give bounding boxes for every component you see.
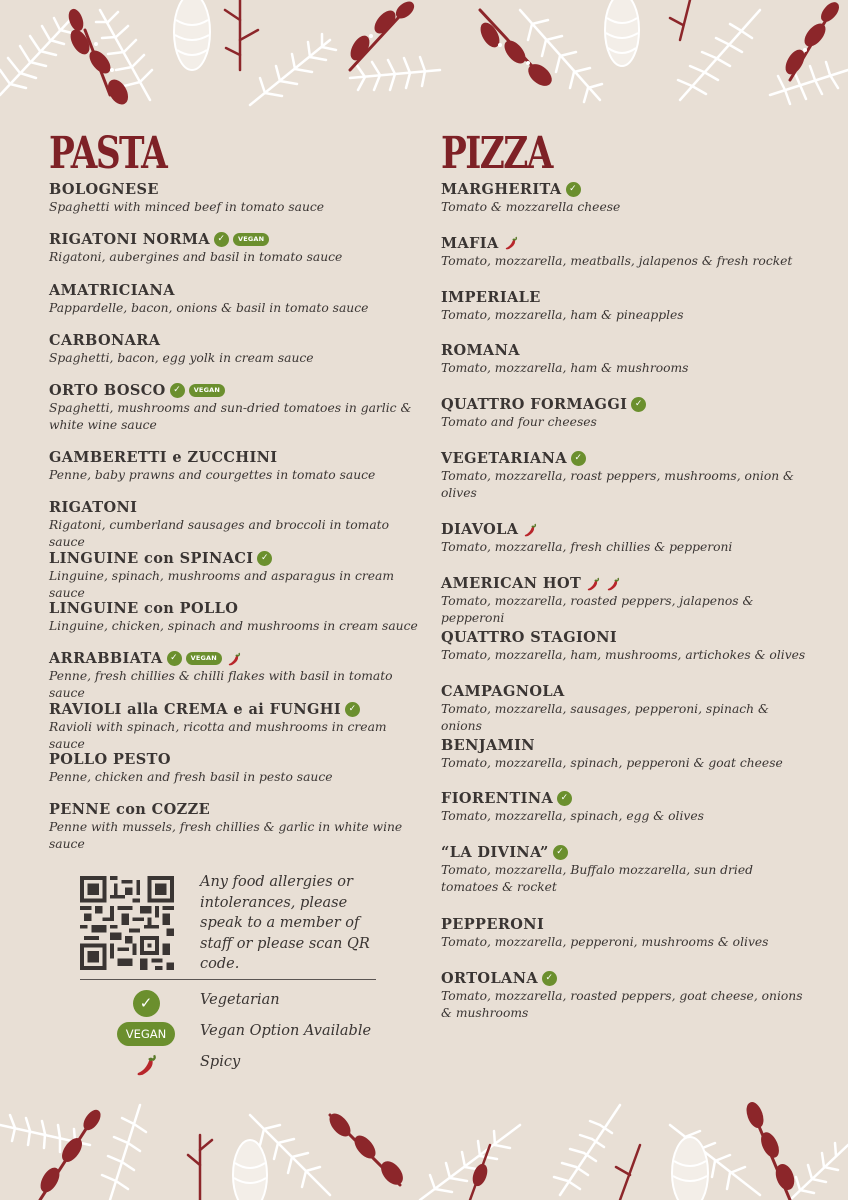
dish-name-text: RIGATONI NORMA bbox=[49, 231, 211, 249]
divider bbox=[80, 979, 376, 980]
vegan-badge: VEGAN bbox=[233, 233, 269, 246]
dish-description: Linguine, chicken, spinach and mushrooms in cream sauce bbox=[49, 619, 418, 634]
dish-name bbox=[49, 331, 419, 350]
pizza-item-diavola bbox=[441, 520, 811, 574]
dish-name bbox=[441, 234, 811, 253]
legend-vegan bbox=[80, 1020, 376, 1048]
dish-name-text: PEPPERONI bbox=[441, 915, 545, 933]
dish-description: Rigatoni, aubergines and basil in tomato sauce bbox=[49, 250, 343, 265]
dish-description: Penne, baby prawns and courgettes in tomato sauce bbox=[49, 468, 376, 483]
dish-description: Spaghetti with minced beef in tomato sauce bbox=[49, 200, 325, 214]
pizza-item-quattro-stagioni bbox=[441, 628, 811, 682]
dish-name-text: RIGATONI bbox=[49, 499, 138, 517]
vegetarian-leaf-icon: ✓ bbox=[557, 791, 572, 806]
legend-spicy-label: Spicy bbox=[200, 1054, 241, 1070]
dish-name-text: ORTO BOSCO bbox=[49, 382, 166, 400]
dish-description: Penne, chicken and fresh basil in pesto sauce bbox=[49, 769, 333, 784]
dish-name bbox=[441, 341, 811, 360]
dish-name-text: AMATRICIANA bbox=[49, 281, 175, 299]
chili-icon bbox=[522, 522, 538, 538]
dish-description: Tomato, mozzarella, spinach, egg & olives bbox=[441, 809, 704, 824]
dish-name-text: FIORENTINA bbox=[441, 790, 554, 808]
legend-vegan-label: Vegan Option Available bbox=[200, 1023, 372, 1039]
pizza-item-vegetariana bbox=[441, 449, 811, 521]
pasta-section bbox=[49, 128, 419, 851]
pizza-item-benjamin bbox=[441, 736, 811, 790]
dish-description: Tomato, mozzarella, roasted peppers, jalapenos & pepperoni bbox=[441, 594, 754, 626]
dish-description: Tomato, mozzarella, fresh chillies & pepperoni bbox=[441, 540, 733, 555]
dish-name-text: MARGHERITA bbox=[441, 181, 562, 198]
vegetarian-leaf-icon: ✓ bbox=[120, 989, 172, 1017]
vegan-badge-icon: VEGAN bbox=[120, 1020, 172, 1048]
dish-description: Penne, fresh chillies & chilli flakes with basil in tomato sauce bbox=[49, 669, 393, 701]
vegetarian-leaf-icon: ✓ bbox=[214, 232, 229, 247]
dish-name bbox=[49, 498, 419, 517]
dish-description: Pappardelle, bacon, onions & basil in tomato sauce bbox=[49, 300, 369, 315]
dish-name bbox=[49, 448, 419, 467]
dish-name bbox=[441, 682, 811, 701]
pasta-item-orto-bosco bbox=[49, 381, 419, 448]
dish-name bbox=[49, 180, 419, 199]
dish-name-text: CARBONARA bbox=[49, 331, 161, 349]
vegetarian-leaf-icon: ✓ bbox=[571, 451, 586, 466]
dish-name-text: LINGUINE con POLLO bbox=[49, 600, 239, 618]
dish-description: Tomato, mozzarella, ham & pineapples bbox=[441, 307, 684, 322]
dish-name-text: “LA DIVINA” bbox=[441, 844, 549, 862]
dish-name bbox=[49, 800, 419, 819]
dish-name bbox=[441, 789, 811, 808]
dish-name bbox=[49, 750, 419, 769]
pasta-item-amatriciana bbox=[49, 281, 419, 331]
dish-name-text: LINGUINE con SPINACI bbox=[49, 549, 254, 567]
bottom-foliage-decoration bbox=[0, 1085, 848, 1200]
dish-name-text: PENNE con COZZE bbox=[49, 801, 211, 819]
dish-name bbox=[441, 395, 811, 414]
dish-name bbox=[441, 449, 811, 468]
dish-name bbox=[441, 520, 811, 539]
dish-name bbox=[441, 843, 811, 862]
dish-name bbox=[441, 969, 811, 988]
dish-description: Tomato, mozzarella, ham & mushrooms bbox=[441, 361, 689, 376]
chili-icon bbox=[605, 576, 621, 592]
vegetarian-leaf-icon: ✓ bbox=[345, 702, 360, 717]
dish-name-text: ROMANA bbox=[441, 342, 520, 360]
dish-name bbox=[49, 549, 419, 568]
dish-description: Tomato, mozzarella, meatballs, jalapenos & fresh rocket bbox=[441, 253, 793, 268]
dish-name bbox=[49, 230, 419, 249]
dish-name-text: CAMPAGNOLA bbox=[441, 682, 565, 700]
dish-name-text: MAFIA bbox=[441, 234, 499, 252]
dish-name bbox=[441, 628, 811, 647]
dish-name-text: AMERICAN HOT bbox=[441, 575, 582, 593]
chili-icon bbox=[503, 235, 519, 251]
dish-description: Penne with mussels, fresh chillies & garlic in white wine sauce bbox=[49, 820, 403, 852]
dish-description: Tomato, mozzarella, Buffalo mozzarella, sun dried tomatoes & rocket bbox=[441, 863, 753, 895]
dish-name-text: ARRABBIATA bbox=[49, 650, 163, 668]
pasta-item-linguine-con-pollo bbox=[49, 599, 419, 649]
dish-description: Tomato, mozzarella, ham, mushrooms, artichokes & olives bbox=[441, 648, 806, 663]
top-foliage-decoration bbox=[0, 0, 848, 115]
dish-name-text: ORTOLANA bbox=[441, 969, 538, 987]
pizza-item-romana bbox=[441, 341, 811, 395]
legend-spicy bbox=[80, 1051, 376, 1079]
vegan-badge: VEGAN bbox=[189, 384, 225, 397]
pizza-item-quattro-formaggi bbox=[441, 395, 811, 449]
pasta-item-ravioli-alla-crema-e-ai-funghi bbox=[49, 700, 419, 750]
dish-name-text: QUATTRO FORMAGGI bbox=[441, 396, 628, 414]
chili-icon bbox=[226, 651, 242, 667]
dish-name bbox=[49, 649, 419, 668]
dish-description: Tomato & mozzarella cheese bbox=[441, 200, 621, 214]
vegetarian-leaf-icon: ✓ bbox=[542, 971, 557, 986]
pasta-list bbox=[49, 180, 419, 851]
dish-description: Tomato, mozzarella, roasted peppers, goat cheese, onions & mushrooms bbox=[441, 988, 803, 1020]
pizza-item-campagnola bbox=[441, 682, 811, 736]
pasta-title: PASTA bbox=[49, 128, 167, 179]
legend-vegetarian bbox=[80, 989, 376, 1017]
pizza-item-imperiale bbox=[441, 288, 811, 342]
dish-description: Tomato, mozzarella, roast peppers, mushrooms, onion & olives bbox=[441, 468, 794, 500]
dish-description: Tomato and four cheeses bbox=[441, 415, 597, 430]
dish-name-text: IMPERIALE bbox=[441, 288, 541, 306]
vegetarian-leaf-icon: ✓ bbox=[566, 182, 581, 197]
dish-name bbox=[441, 288, 811, 307]
dish-name-text: GAMBERETTI e ZUCCHINI bbox=[49, 449, 278, 467]
pasta-item-rigatoni bbox=[49, 498, 419, 548]
pasta-item-rigatoni-norma bbox=[49, 230, 419, 280]
allergy-notice: Any food allergies or intolerances, please speak to a member of staff or please scan QR code. bbox=[200, 874, 370, 972]
pasta-item-linguine-con-spinaci bbox=[49, 549, 419, 599]
dish-name bbox=[49, 599, 419, 618]
dish-name-text: BOLOGNESE bbox=[49, 181, 159, 198]
pasta-item-gamberetti-e-zucchini bbox=[49, 448, 419, 498]
dish-description: Tomato, mozzarella, spinach, pepperoni & goat cheese bbox=[441, 755, 783, 770]
dish-description: Rigatoni, cumberland sausages and broccoli in tomato sauce bbox=[49, 518, 390, 550]
dish-name bbox=[441, 736, 811, 755]
vegan-badge: VEGAN bbox=[186, 652, 222, 665]
dish-name-text: VEGETARIANA bbox=[441, 449, 567, 467]
dish-description: Linguine, spinach, mushrooms and asparagus in cream sauce bbox=[49, 568, 395, 600]
pasta-item-penne-con-cozze bbox=[49, 800, 419, 850]
vegetarian-leaf-icon: ✓ bbox=[167, 651, 182, 666]
dish-name-text: POLLO PESTO bbox=[49, 750, 171, 768]
dish-name-text: QUATTRO STAGIONI bbox=[441, 629, 618, 647]
dish-name bbox=[49, 281, 419, 300]
dish-name-text: RAVIOLI alla CREMA e ai FUNGHI bbox=[49, 700, 342, 718]
pizza-item-pepperoni bbox=[441, 915, 811, 969]
vegetarian-leaf-icon: ✓ bbox=[553, 845, 568, 860]
pizza-item-la-divina bbox=[441, 843, 811, 915]
dish-name-text: BENJAMIN bbox=[441, 736, 535, 754]
pasta-item-carbonara bbox=[49, 331, 419, 381]
pizza-section bbox=[441, 128, 811, 1040]
dish-name bbox=[49, 381, 419, 400]
pizza-item-mafia bbox=[441, 234, 811, 288]
dish-description: Tomato, mozzarella, sausages, pepperoni, spinach & onions bbox=[441, 701, 769, 733]
chili-icon bbox=[585, 576, 601, 592]
dish-description: Spaghetti, bacon, egg yolk in cream sauce bbox=[49, 350, 314, 365]
dish-name bbox=[49, 700, 419, 719]
dish-description: Spaghetti, mushrooms and sun-dried tomatoes in garlic & white wine sauce bbox=[49, 401, 412, 433]
dish-description: Tomato, mozzarella, pepperoni, mushrooms & olives bbox=[441, 934, 769, 949]
pizza-item-american-hot bbox=[441, 574, 811, 628]
pasta-item-arrabbiata bbox=[49, 649, 419, 699]
pizza-list bbox=[441, 180, 811, 1040]
legend-vegetarian-label: Vegetarian bbox=[200, 992, 280, 1008]
pizza-item-fiorentina bbox=[441, 789, 811, 843]
dish-name bbox=[441, 574, 811, 593]
qr-code[interactable] bbox=[80, 876, 174, 970]
pizza-item-margherita bbox=[441, 180, 811, 234]
pizza-item-ortolana bbox=[441, 969, 811, 1041]
dish-name-text: DIAVOLA bbox=[441, 521, 519, 539]
dish-name bbox=[441, 915, 811, 934]
dish-name bbox=[441, 180, 811, 199]
vegetarian-leaf-icon: ✓ bbox=[170, 383, 185, 398]
pasta-item-pollo-pesto bbox=[49, 750, 419, 800]
vegetarian-leaf-icon: ✓ bbox=[257, 551, 272, 566]
pasta-item-bolognese bbox=[49, 180, 419, 230]
dish-description: Ravioli with spinach, ricotta and mushrooms in cream sauce bbox=[49, 719, 387, 751]
pizza-title: PIZZA bbox=[441, 128, 552, 179]
chili-icon bbox=[120, 1051, 172, 1079]
vegetarian-leaf-icon: ✓ bbox=[631, 397, 646, 412]
